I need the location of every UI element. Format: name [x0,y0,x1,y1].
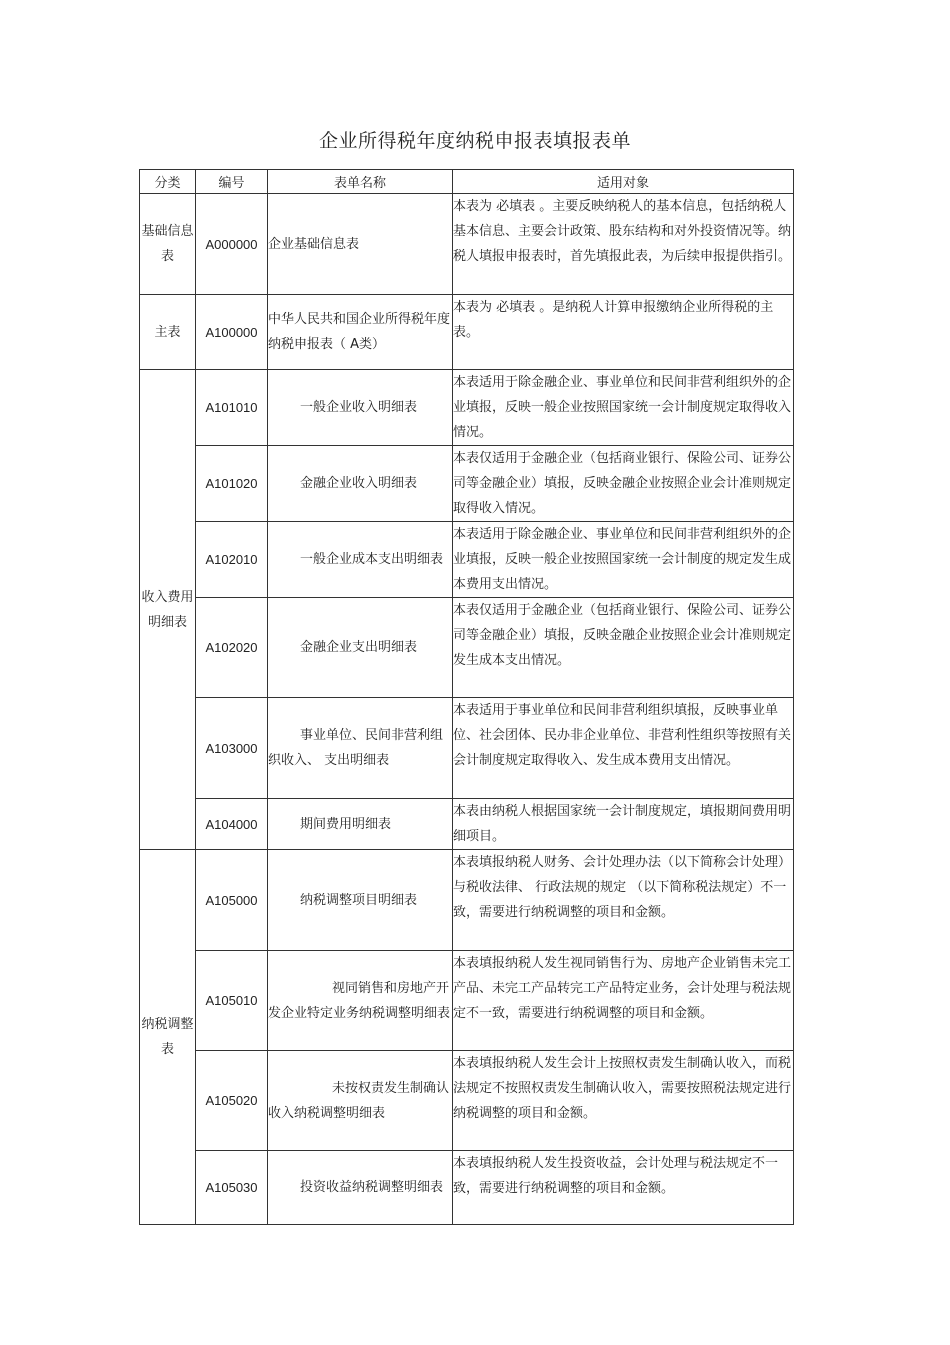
header-row [140,170,794,194]
category-cell: 基础信息表 [140,194,196,295]
form-name: 企业基础信息表 [268,194,453,295]
form-name: 期间费用明细表 [268,799,453,850]
table-row [140,1151,794,1225]
form-code: A104000 [196,799,268,850]
form-name: 金融企业支出明细表 [268,598,453,698]
form-code: A105020 [196,1051,268,1151]
header-desc: 适用对象 [453,170,794,194]
table-row [140,446,794,522]
form-name: 投资收益纳税调整明细表 [268,1151,453,1225]
table-row [140,370,794,446]
form-desc: 本表填报纳税人发生会计上按照权责发生制确认收入，而税法规定不按照权责发生制确认收入，需要按照税法规定进行纳税调整的项目和金额。 [453,1051,794,1151]
header-category: 分类 [140,170,196,194]
form-name: 视同销售和房地产开发企业特定业务纳税调整明细表 [268,951,453,1051]
form-table [139,169,794,1225]
category-cell: 纳税调整表 [140,850,196,1225]
form-desc: 本表适用于事业单位和民间非营利组织填报，反映事业单位、社会团体、民办非企业单位、非营利性组织等按照有关会计制度规定取得收入、发生成本费用支出情况。 [453,698,794,799]
table-row [140,951,794,1051]
form-code: A105030 [196,1151,268,1225]
table-row [140,698,794,799]
category-cell: 收入费用明细表 [140,370,196,850]
table-row [140,522,794,598]
form-name: 一般企业收入明细表 [268,370,453,446]
form-desc: 本表填报纳税人财务、会计处理办法（以下简称会计处理） 与税收法律、 行政法规的规定 （以下简称税法规定）不一致，需要进行纳税调整的项目和金额。 [453,850,794,951]
form-code: A103000 [196,698,268,799]
form-name: 未按权责发生制确认收入纳税调整明细表 [268,1051,453,1151]
form-name: 一般企业成本支出明细表 [268,522,453,598]
header-code: 编号 [196,170,268,194]
header-name: 表单名称 [268,170,453,194]
form-desc: 本表为 必填表 。是纳税人计算申报缴纳企业所得税的主表。 [453,295,794,370]
form-desc: 本表适用于除金融企业、事业单位和民间非营利组织外的企业填报，反映一般企业按照国家统一会计制度的规定发生成本费用支出情况。 [453,522,794,598]
table-row [140,799,794,850]
form-desc: 本表填报纳税人发生视同销售行为、房地产企业销售未完工产品、未完工产品转完工产品特定业务，会计处理与税法规定不一致，需要进行纳税调整的项目和金额。 [453,951,794,1051]
table-row [140,850,794,951]
form-name: 金融企业收入明细表 [268,446,453,522]
form-code: A102020 [196,598,268,698]
form-code: A101020 [196,446,268,522]
form-code: A000000 [196,194,268,295]
table-row [140,598,794,698]
form-code: A100000 [196,295,268,370]
table-row [140,194,794,295]
form-name: 中华人民共和国企业所得税年度纳税申报表（ A类） [268,295,453,370]
form-desc: 本表由纳税人根据国家统一会计制度规定，填报期间费用明细项目。 [453,799,794,850]
form-desc: 本表为 必填表 。主要反映纳税人的基本信息，包括纳税人基本信息、主要会计政策、股东结构和对外投资情况等。纳税人填报申报表时，首先填报此表，为后续申报提供指引。 [453,194,794,295]
page-title: 企业所得税年度纳税申报表填报表单 [318,130,631,152]
table-row [140,1051,794,1151]
form-code: A102010 [196,522,268,598]
form-desc: 本表仅适用于金融企业（包括商业银行、保险公司、证券公司等金融企业）填报，反映金融企业按照企业会计准则规定取得收入情况。 [453,446,794,522]
form-desc: 本表适用于除金融企业、事业单位和民间非营利组织外的企业填报，反映一般企业按照国家统一会计制度规定取得收入情况。 [453,370,794,446]
form-desc: 本表仅适用于金融企业（包括商业银行、保险公司、证券公司等金融企业）填报，反映金融企业按照企业会计准则规定发生成本支出情况。 [453,598,794,698]
form-name: 事业单位、民间非营利组织收入、 支出明细表 [268,698,453,799]
form-name: 纳税调整项目明细表 [268,850,453,951]
form-code: A105010 [196,951,268,1051]
form-code: A101010 [196,370,268,446]
form-desc: 本表填报纳税人发生投资收益，会计处理与税法规定不一致，需要进行纳税调整的项目和金额。 [453,1151,794,1225]
table-row [140,295,794,370]
category-cell: 主表 [140,295,196,370]
form-code: A105000 [196,850,268,951]
